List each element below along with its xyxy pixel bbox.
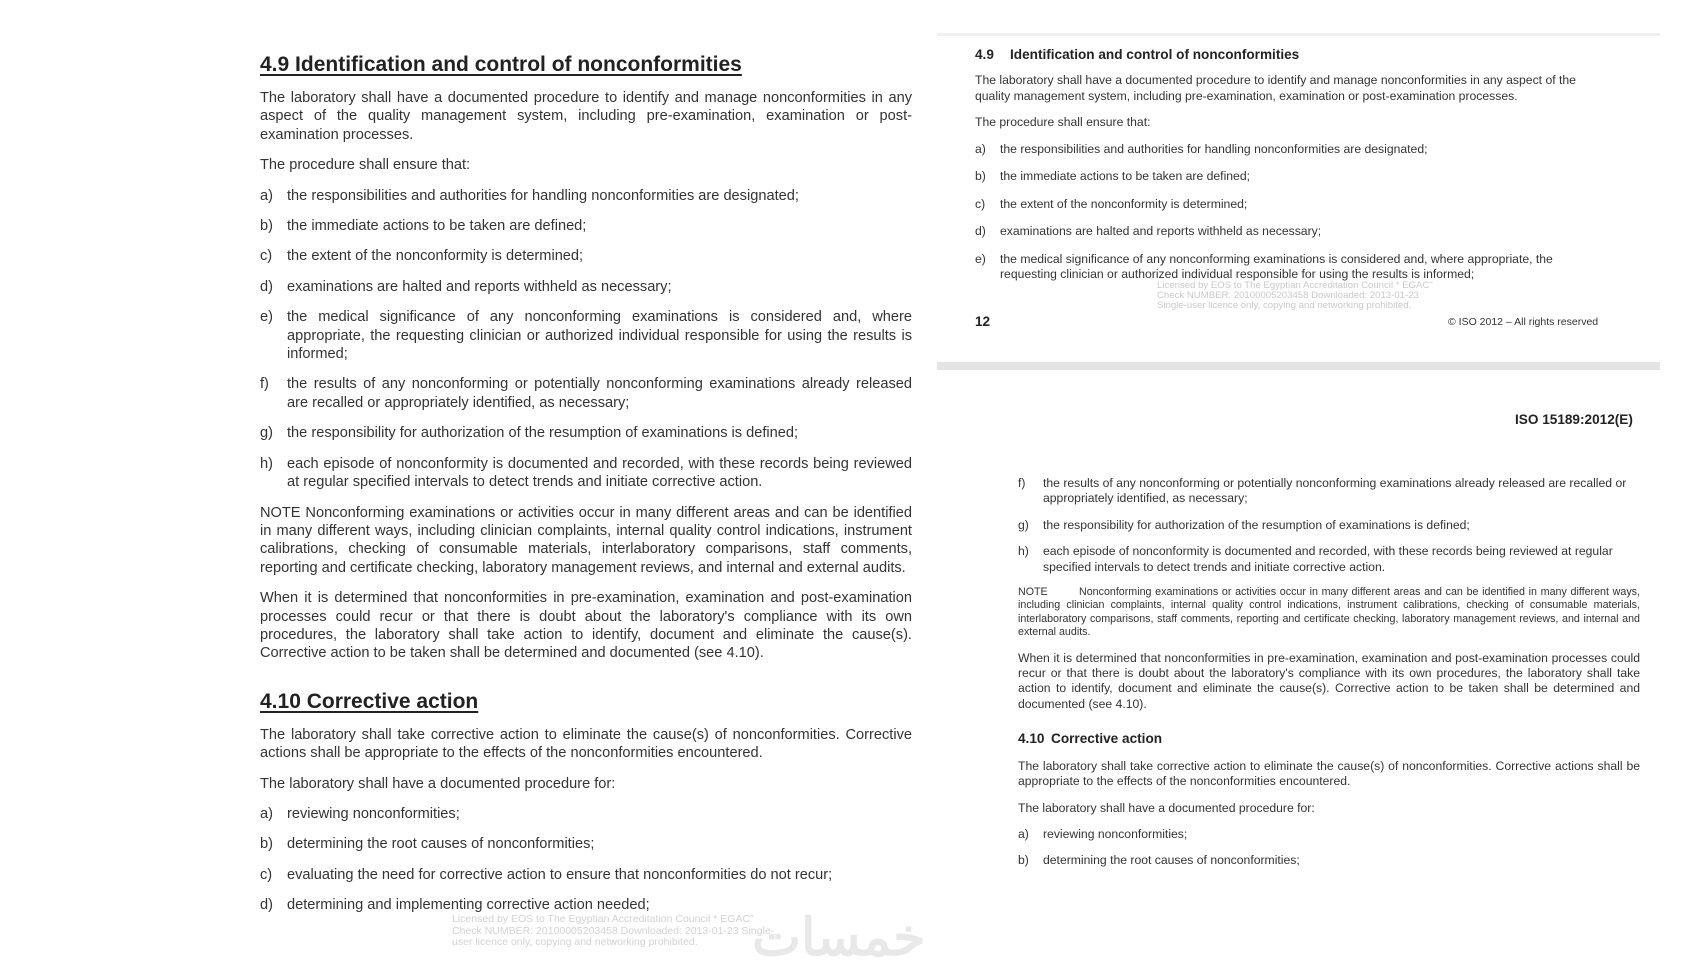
list-text: the results of any nonconforming or potentially nonconforming examinations already released are recalled or appropriately identified, as necessary;	[287, 376, 912, 411]
list-text: the extent of the nonconformity is determined;	[1000, 196, 1248, 211]
section-heading-4-10: 4.10 Corrective action	[260, 689, 479, 713]
page-number: 12	[975, 314, 991, 329]
list-label: g)	[260, 425, 273, 442]
paragraph-when: When it is determined that nonconformities in pre-examination, examination and post-examination processes could recur or that there is doubt about the laboratory's compliance with its own procedures, the laboratory shall take action to identify, document and eliminate the cause(s). Corrective action to be taken shall be determined and documented (see 4.10).	[260, 590, 912, 662]
iso-page-12	[975, 47, 1595, 295]
list-text: the responsibilities and authorities for handling nonconformities are designated;	[287, 187, 799, 204]
list-text: evaluating the need for corrective action to ensure that nonconformities do not recur;	[287, 866, 833, 883]
list-label: h)	[1018, 544, 1029, 559]
heading-text: Corrective action	[1051, 731, 1163, 747]
list-text: the immediate actions to be taken are defined;	[1000, 169, 1250, 184]
list-label: e)	[975, 251, 986, 266]
page-separator	[937, 362, 1660, 370]
list-label: f)	[260, 376, 269, 393]
watermark-line: user licence only, copying and networking prohibited.	[452, 936, 698, 948]
list-item	[260, 455, 912, 492]
list-item	[975, 142, 1595, 157]
list-label: e)	[260, 309, 273, 326]
list-label: g)	[1018, 517, 1029, 532]
list-label: a)	[260, 805, 273, 822]
list-label: c)	[975, 196, 986, 211]
list-label: c)	[260, 248, 273, 265]
watermark-line: Check NUMBER: 20100005203458 Downloaded: 2013-01-23	[1157, 290, 1419, 302]
list-item	[975, 197, 1595, 212]
list-text: examinations are halted and reports withheld as necessary;	[287, 278, 672, 295]
list-text: the results of any nonconforming or potentially nonconforming examinations already released are recalled or appropriately identified, as necessary;	[1043, 476, 1627, 506]
list-text: the medical significance of any nonconforming examinations is considered and, where appropriate, the requesting clinician or authorized individual responsible for using the results is informed;	[1000, 251, 1553, 282]
watermark-line: Single-user licence only, copying and networking prohibited.	[1157, 300, 1412, 312]
heading-number: 4.9	[975, 47, 994, 62]
list-text: the responsibility for authorization of the resumption of examinations is defined;	[287, 425, 799, 442]
list-item	[260, 424, 912, 442]
paragraph-intro: The laboratory shall have a documented procedure to identify and manage nonconformities in any aspect of the quality management system, including pre-examination, examination or post-examination processes.	[975, 73, 1576, 103]
list-label: a)	[975, 141, 986, 156]
standard-header: ISO 15189:2012(E)	[1515, 412, 1633, 427]
list-text: reviewing nonconformities;	[1043, 826, 1188, 841]
list-label: b)	[260, 836, 273, 853]
list-text: each episode of nonconformity is documented and recorded, with these records being reviewed at regular specified intervals to detect trends and initiate corrective action.	[1043, 544, 1613, 574]
list-item	[1018, 827, 1640, 842]
list-item	[260, 308, 912, 363]
paragraph-ca-intro: The laboratory shall take corrective action to eliminate the cause(s) of nonconformities. Corrective actions shall be appropriate to the effects of the nonconformities encountered.	[260, 726, 912, 762]
list-item	[260, 866, 912, 884]
list-label: d)	[260, 278, 273, 295]
paragraph-ca-proc: The laboratory shall have a documented procedure for:	[260, 775, 616, 792]
license-watermark	[452, 914, 774, 949]
section-heading-4-10	[1018, 731, 1640, 746]
list-label: f)	[1018, 476, 1026, 490]
list-label: d)	[260, 897, 273, 914]
note-paragraph	[1018, 586, 1640, 640]
list-item	[260, 278, 912, 296]
paragraph-ensure: The procedure shall ensure that:	[975, 115, 1151, 130]
page-top-edge	[937, 33, 1660, 36]
list-item	[260, 805, 912, 823]
list-item	[975, 252, 1595, 283]
note-text: Nonconforming examinations or activities occur in many different areas and can be identified in many different ways, including clinician complaints, internal quality control indications, instrument calibrations, checking of consumable materials, interlaboratory comparisons, staff comments, reporting and certificate checking, laboratory management reviews, and internal and external audits.	[1018, 586, 1640, 639]
paragraph-ca-proc: The laboratory shall have a documented procedure for:	[1018, 800, 1315, 815]
heading-text: Identification and control of nonconformities	[1010, 47, 1300, 62]
list-label: a)	[1018, 826, 1029, 841]
list-label: b)	[260, 218, 273, 235]
paragraph-ensure: The procedure shall ensure that:	[260, 157, 471, 174]
list-item	[260, 187, 912, 205]
section-heading-4-9	[975, 47, 1595, 62]
list-label: h)	[260, 455, 273, 472]
list-item	[260, 217, 912, 235]
list-item	[1018, 518, 1640, 533]
list-item	[1018, 853, 1640, 868]
list-item	[1018, 476, 1640, 507]
list-item	[260, 835, 912, 853]
heading-number: 4.10	[1018, 731, 1045, 747]
list-label: b)	[975, 169, 986, 184]
list-text: the extent of the nonconformity is determined;	[287, 248, 584, 265]
list-text: the responsibility for authorization of the resumption of examinations is defined;	[1043, 517, 1470, 532]
copyright-notice: © ISO 2012 – All rights reserved	[1448, 316, 1599, 328]
list-label: c)	[260, 866, 273, 883]
list-text: determining the root causes of nonconformities;	[287, 836, 595, 853]
note-paragraph: NOTE Nonconforming examinations or activities occur in many different areas and can be identified in many different ways, including clinician complaints, internal quality control indications, instrument calibrations, checking of consumable materials, interlaboratory comparisons, staff comments, reporting and certificate checking, laboratory management reviews, and internal and external audits.	[260, 504, 912, 576]
license-watermark	[1157, 281, 1433, 312]
paragraph-when: When it is determined that nonconformities in pre-examination, examination and post-examination processes could recur or that there is doubt about the laboratory's compliance with its own procedures, the laboratory shall take action to identify, document and eliminate the cause(s). Corrective action to be taken shall be determined and documented (see 4.10).	[1018, 650, 1640, 711]
list-text: determining the root causes of nonconformities;	[1043, 853, 1300, 868]
list-item	[260, 247, 912, 265]
list-item	[975, 224, 1595, 239]
site-logo-watermark: خمسات	[752, 909, 926, 967]
list-text: the medical significance of any nonconforming examinations is considered and, where appropriate, the requesting clinician or authorized individual responsible for using the results is informed;	[287, 309, 912, 363]
watermark-line: Licensed by EOS to The Egyptian Accreditation Council * EGAC"	[452, 913, 754, 925]
transcribed-document	[260, 52, 912, 927]
list-item	[1018, 544, 1640, 575]
note-label: NOTE	[1018, 586, 1048, 599]
list-label: d)	[975, 224, 986, 239]
list-item	[260, 375, 912, 412]
list-label: b)	[1018, 853, 1029, 868]
list-text: reviewing nonconformities;	[287, 805, 460, 822]
list-text: the immediate actions to be taken are defined;	[287, 218, 587, 235]
watermark-line: Licensed by EOS to The Egyptian Accreditation Council * EGAC"	[1157, 280, 1433, 291]
paragraph-intro: The laboratory shall have a documented procedure to identify and manage nonconformities in any aspect of the quality management system, including pre-examination, examination or post-examination processes.	[260, 90, 912, 143]
list-text: determining and implementing corrective action needed;	[287, 897, 650, 914]
list-label: a)	[260, 187, 273, 204]
watermark-line: Check NUMBER: 20100005203458 Downloaded: 2013-01-23 Single-	[452, 924, 775, 937]
paragraph-ca-intro: The laboratory shall take corrective action to eliminate the cause(s) of nonconformities. Corrective actions shall be appropriate to the effects of the nonconformities encountered.	[1018, 758, 1640, 789]
section-heading-4-9: 4.9 Identification and control of nonconformities	[260, 53, 742, 76]
list-text: examinations are halted and reports withheld as necessary;	[1000, 224, 1322, 239]
list-item	[975, 169, 1595, 184]
list-text: each episode of nonconformity is documented and recorded, with these records being reviewed at regular specified intervals to detect trends and initiate corrective action.	[287, 455, 912, 491]
iso-page-13	[1018, 476, 1640, 880]
list-text: the responsibilities and authorities for handling nonconformities are designated;	[1000, 141, 1428, 156]
